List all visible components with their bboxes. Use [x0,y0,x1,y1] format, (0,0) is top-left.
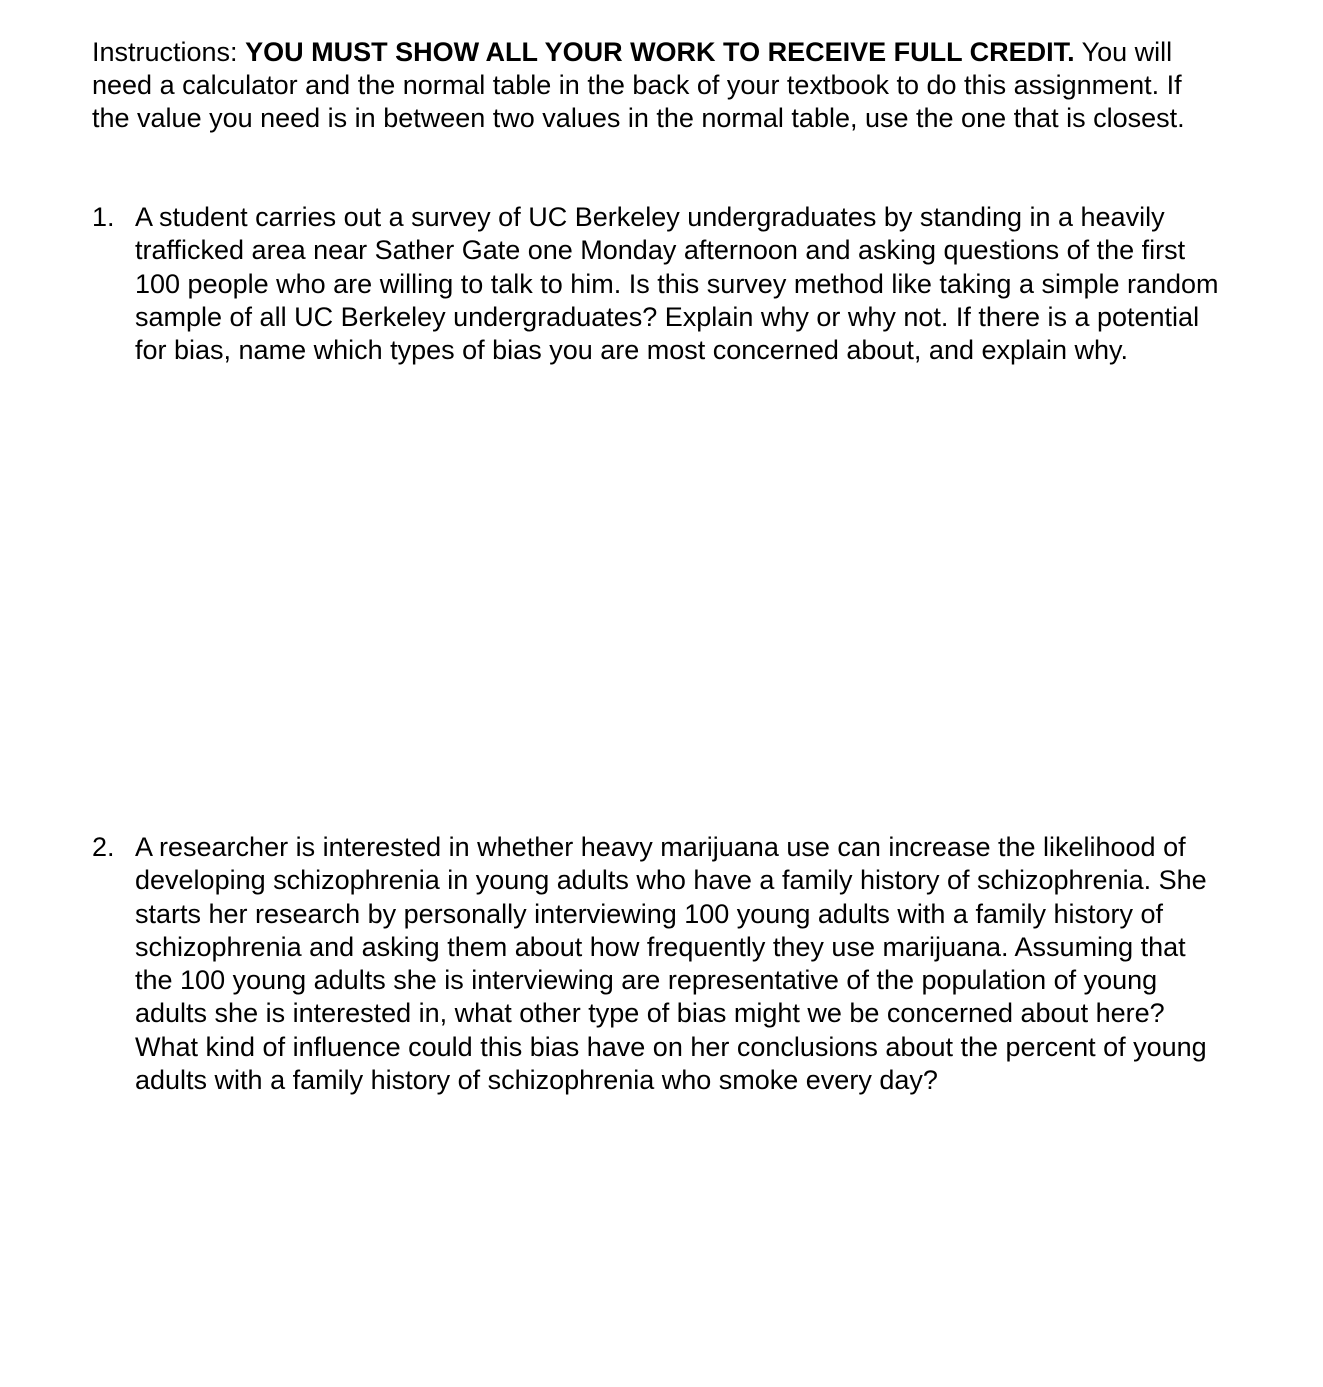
question-2-number: 2. [92,832,115,862]
instructions-paragraph [92,36,1222,135]
question-2 [92,831,1227,1097]
question-2-text: A researcher is interested in whether heavy marijuana use can increase the likelihood of developing schizophrenia in young adults who have a family history of schizophrenia. She starts her research by personally interviewing 100 young adults with a family history of schizophrenia and asking them about how frequently they use marijuana. Assuming that the 100 young adults she is interviewing are representative of the population of young adults she is interested in, what other type of bias might we be concerned about here? What kind of influence could this bias have on her conclusions about the percent of young adults with a family history of schizophrenia who smoke every day? [135,832,1207,1096]
instructions-bold-warning: YOU MUST SHOW ALL YOUR WORK TO RECEIVE FULL CREDIT. [245,37,1075,67]
question-1-number: 1. [92,202,115,232]
instructions-body: You will need a calculator and the normal table in the back of your textbook to do this assignment. If the value you need is in between two values in the normal table, use the one that is closest. [92,37,1185,133]
question-1-text: A student carries out a survey of UC Berkeley undergraduates by standing in a heavily trafficked area near Sather Gate one Monday afternoon and asking questions of the first 100 people who are willing to talk to him. Is this survey method like taking a simple random sample of all UC Berkeley undergraduates? Explain why or why not. If there is a potential for bias, name which types of bias you are most concerned about, and explain why. [135,202,1219,366]
instructions-label: Instructions: [92,37,246,67]
question-1 [92,201,1227,367]
